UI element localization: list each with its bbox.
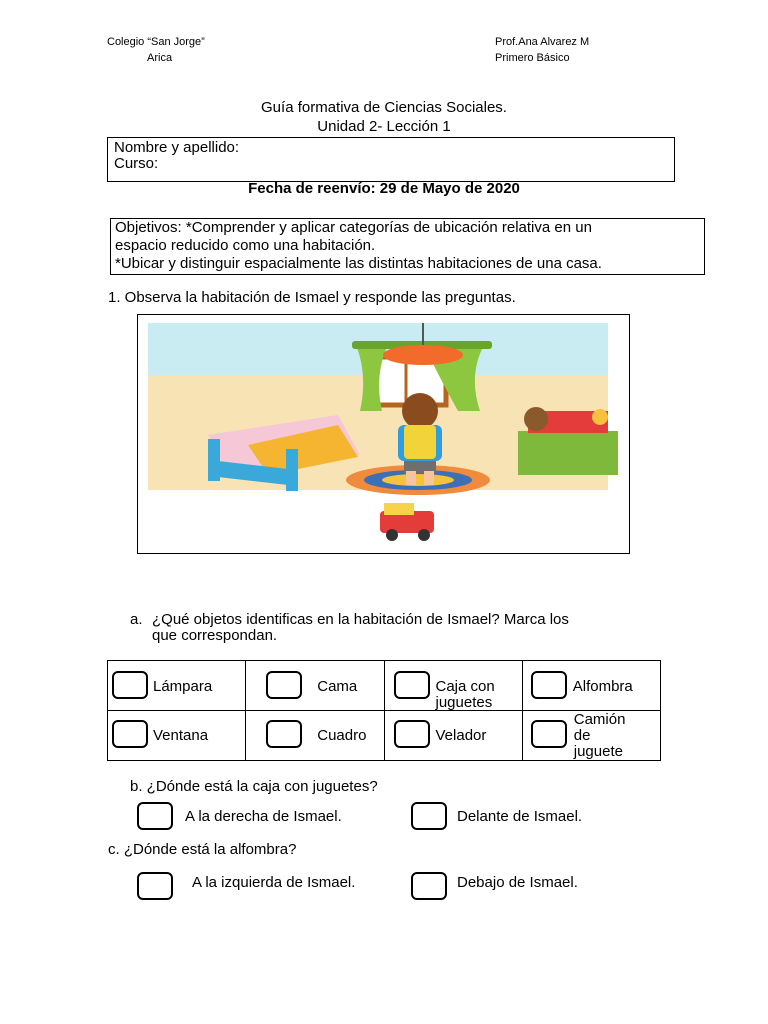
checkbox-ventana[interactable] (112, 720, 148, 748)
option-cell (246, 711, 384, 761)
question-b: b. ¿Dónde está la caja con juguetes? (130, 778, 378, 795)
option-cell (384, 711, 522, 761)
checkbox-caja[interactable] (394, 671, 430, 699)
option-cell (522, 661, 660, 711)
teacher-name: Prof.Ana Alvarez M (495, 36, 590, 48)
grade-level: Primero Básico (495, 52, 570, 64)
objectives-line2: espacio reducido como una habitación. (115, 237, 376, 254)
objectives-line3: *Ubicar y distinguir espacialmente las distintas habitaciones de una casa. (115, 255, 602, 272)
question-c: c. ¿Dónde está la alfombra? (108, 841, 297, 858)
answer-c1: A la izquierda de Ismael. (192, 874, 356, 891)
option-label: Camión (573, 711, 626, 728)
student-info-box (107, 137, 675, 182)
room-illustration (137, 314, 630, 554)
unit-title: Unidad 2- Lección 1 (317, 118, 451, 135)
option-label: Velador (435, 727, 487, 744)
checkbox-velador[interactable] (394, 720, 430, 748)
option-label: Ventana (153, 727, 209, 744)
school-name: Colegio “San Jorge” (107, 36, 205, 48)
bedroom-image (138, 315, 629, 553)
objectives-box (110, 218, 705, 275)
city-name: Arica (147, 52, 173, 64)
option-label: Alfombra (572, 678, 633, 695)
option-label: Caja con (435, 678, 495, 695)
question-a-line1: ¿Qué objetos identificas en la habitación de Ismael? Marca los (152, 611, 569, 628)
answer-c2: Debajo de Ismael. (457, 874, 578, 891)
name-label: Nombre y apellido: (114, 139, 240, 156)
due-date: Fecha de reenvío: 29 de Mayo de 2020 (248, 180, 520, 197)
course-label: Curso: (114, 155, 159, 172)
checkbox-camion[interactable] (531, 720, 567, 748)
option-cell (108, 711, 246, 761)
checkbox-cama[interactable] (266, 671, 302, 699)
checkbox-b1[interactable] (137, 802, 173, 830)
option-label: Cuadro (317, 727, 367, 744)
options-table (107, 660, 661, 761)
option-label: juguete (573, 743, 623, 760)
checkbox-lampara[interactable] (112, 671, 148, 699)
option-label: Cama (317, 678, 358, 695)
checkbox-c1[interactable] (137, 872, 173, 900)
checkbox-b2[interactable] (411, 802, 447, 830)
question-a-line2: que correspondan. (152, 627, 278, 644)
answer-b2: Delante de Ismael. (457, 808, 583, 825)
question-1: 1. Observa la habitación de Ismael y responde las preguntas. (108, 289, 516, 306)
option-cell (384, 661, 522, 711)
objectives-line1: Objetivos: *Comprender y aplicar categorías de ubicación relativa en un (115, 219, 592, 236)
checkbox-c2[interactable] (411, 872, 447, 900)
option-label: juguetes (435, 694, 493, 711)
option-label: de (573, 727, 591, 744)
option-cell (108, 661, 246, 711)
checkbox-alfombra[interactable] (531, 671, 567, 699)
option-cell (246, 661, 384, 711)
question-a-letter: a. (130, 611, 143, 628)
guide-title: Guía formativa de Ciencias Sociales. (261, 99, 507, 116)
option-cell (522, 711, 660, 761)
checkbox-cuadro[interactable] (266, 720, 302, 748)
option-label: Lámpara (153, 678, 213, 695)
answer-b1: A la derecha de Ismael. (185, 808, 342, 825)
